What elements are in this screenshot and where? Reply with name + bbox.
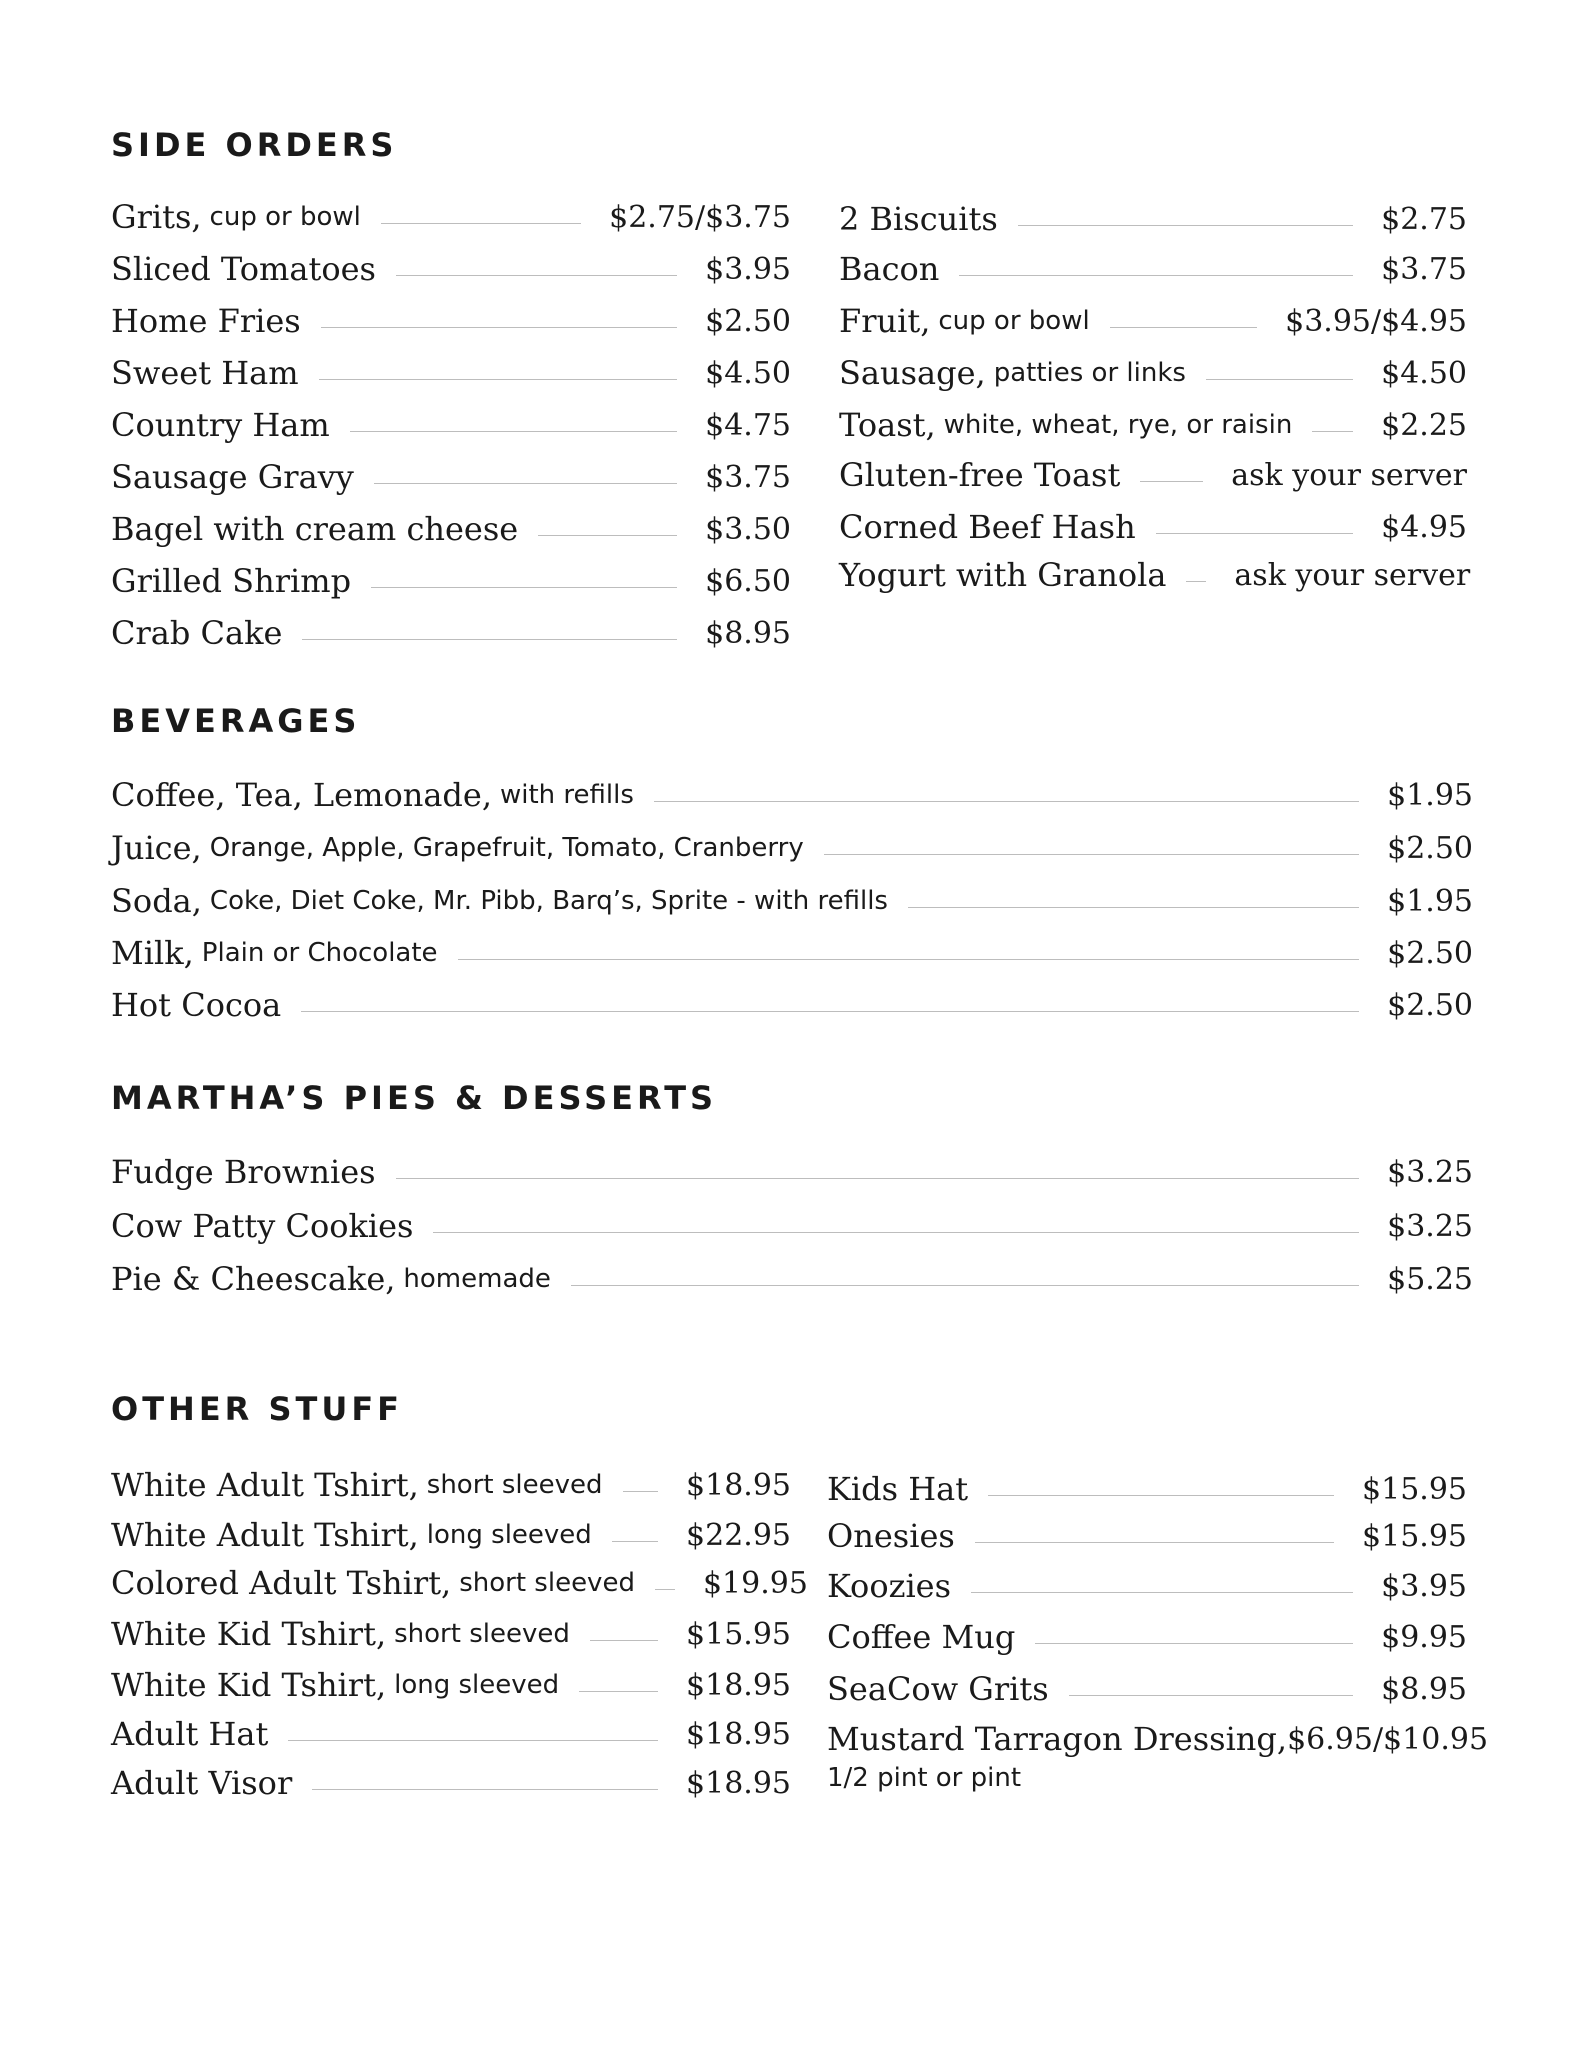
item-price: $1.95: [1387, 777, 1473, 813]
item-price: $3.75: [1381, 251, 1467, 287]
item-note: long sleeved: [394, 1670, 560, 1700]
dotted-leader: [1312, 431, 1353, 432]
dotted-leader: [1018, 225, 1353, 226]
item-price: $18.95: [686, 1765, 791, 1801]
dotted-leader: [302, 639, 677, 640]
menu-item: [839, 351, 1467, 395]
dotted-leader: [590, 1640, 658, 1641]
item-price: $4.50: [1381, 355, 1467, 391]
item-price: $3.95: [1381, 1568, 1467, 1604]
item-name: White Kid Tshirt,: [111, 1615, 387, 1653]
dotted-leader: [301, 1011, 1359, 1012]
item-name: Crab Cake: [111, 614, 283, 652]
menu-item: [111, 1150, 1473, 1194]
menu-item: [839, 247, 1467, 291]
item-price: $2.75/$3.75: [609, 199, 791, 235]
dotted-leader: [1206, 379, 1353, 380]
item-name: Pie & Cheescake,: [111, 1260, 396, 1298]
item-price: $4.50: [705, 355, 791, 391]
item-price: $3.25: [1387, 1208, 1473, 1244]
item-price: $18.95: [686, 1716, 791, 1752]
menu-item: [839, 197, 1467, 241]
item-name: Corned Beef Hash: [839, 508, 1136, 546]
menu-item: [111, 1204, 1473, 1248]
menu-item: [111, 403, 791, 447]
menu-item: [111, 931, 1473, 975]
section-heading-side-orders: SIDE ORDERS: [111, 126, 398, 164]
dotted-leader: [371, 587, 677, 588]
item-price: $2.50: [705, 303, 791, 339]
item-name: Milk,: [111, 934, 194, 972]
item-name: Soda,: [111, 882, 202, 920]
menu-item: [839, 553, 1471, 597]
dotted-leader: [319, 379, 678, 380]
item-note: with refills: [500, 780, 634, 810]
item-price: $19.95: [702, 1565, 808, 1601]
dotted-leader: [971, 1592, 1353, 1593]
item-name: Kids Hat: [827, 1470, 969, 1508]
item-price: $18.95: [686, 1467, 791, 1503]
menu-item: [111, 879, 1473, 923]
item-price: $3.95: [705, 251, 791, 287]
item-price: $3.25: [1387, 1154, 1473, 1190]
item-price: $8.95: [1381, 1671, 1467, 1707]
section-heading-beverages: BEVERAGES: [111, 702, 361, 740]
menu-item: [111, 195, 791, 239]
item-price: $5.25: [1387, 1261, 1473, 1297]
item-price: ask your server: [1231, 457, 1467, 493]
item-name: Coffee, Tea, Lemonade,: [111, 776, 492, 814]
dotted-leader: [1156, 533, 1353, 534]
dotted-leader: [654, 801, 1359, 802]
menu-item: [111, 1663, 791, 1707]
item-note: short sleeved: [426, 1470, 603, 1500]
item-note: cup or bowl: [209, 202, 361, 232]
dotted-leader: [655, 1589, 675, 1590]
item-name: White Kid Tshirt,: [111, 1666, 387, 1704]
item-name: Onesies: [827, 1517, 955, 1555]
menu-item: [827, 1717, 1489, 1761]
dotted-leader: [288, 1740, 658, 1741]
item-name: SeaCow Grits: [827, 1670, 1049, 1708]
menu-item: [111, 299, 791, 343]
item-note: white, wheat, rye, or raisin: [943, 410, 1293, 440]
menu-item: [827, 1564, 1467, 1608]
item-name: Fruit,: [839, 302, 931, 340]
item-price: $4.95: [1381, 509, 1467, 545]
item-name: Colored Adult Tshirt,: [111, 1564, 452, 1602]
item-note: short sleeved: [394, 1619, 570, 1649]
item-name: Sweet Ham: [111, 354, 299, 392]
menu-item: [839, 299, 1467, 343]
item-name: Toast,: [839, 406, 936, 444]
item-note: patties or links: [993, 358, 1186, 388]
dotted-leader: [350, 431, 677, 432]
dotted-leader: [975, 1542, 1334, 1543]
item-price: $4.75: [705, 407, 791, 443]
menu-item: [827, 1514, 1467, 1558]
menu-item: [111, 1463, 791, 1507]
dotted-leader: [374, 483, 677, 484]
menu-item: [111, 1612, 791, 1656]
dotted-leader: [579, 1691, 658, 1692]
item-name: Adult Visor: [111, 1764, 293, 1802]
item-note: homemade: [403, 1264, 551, 1294]
menu-item: [839, 403, 1467, 447]
item-name: Yogurt with Granola: [839, 556, 1167, 594]
menu-item: [111, 611, 791, 655]
menu-item: [111, 826, 1473, 870]
dotted-leader: [959, 275, 1353, 276]
section-heading-desserts: MARTHA’S PIES & DESSERTS: [111, 1079, 718, 1117]
item-price: $6.50: [705, 563, 791, 599]
dotted-leader: [396, 275, 677, 276]
item-name: Adult Hat: [111, 1715, 269, 1753]
dotted-leader: [988, 1495, 1334, 1496]
menu-item: [111, 983, 1473, 1027]
item-name: Mustard Tarragon Dressing,: [827, 1720, 1288, 1758]
item-name: Sausage Gravy: [111, 458, 354, 496]
dotted-leader: [538, 535, 677, 536]
menu-item: [111, 1561, 808, 1605]
menu-item: [827, 1467, 1467, 1511]
item-subnote: 1/2 pint or pint: [827, 1763, 1022, 1793]
item-note: cup or bowl: [938, 306, 1090, 336]
item-name: Bagel with cream cheese: [111, 510, 519, 548]
item-price: $3.50: [705, 511, 791, 547]
item-price: $2.50: [1387, 830, 1473, 866]
menu-item: [111, 559, 791, 603]
dotted-leader: [612, 1541, 658, 1542]
menu-page: [111, 0, 1489, 2048]
item-price: $15.95: [1362, 1471, 1467, 1507]
item-name: Hot Cocoa: [111, 986, 282, 1024]
dotted-leader: [1110, 327, 1257, 328]
dotted-leader: [321, 327, 677, 328]
item-name: Koozies: [827, 1567, 952, 1605]
item-name: Cow Patty Cookies: [111, 1207, 414, 1245]
dotted-leader: [908, 907, 1359, 908]
item-price: $1.95: [1387, 883, 1473, 919]
item-name: Home Fries: [111, 302, 301, 340]
dotted-leader: [623, 1491, 659, 1492]
item-price: $3.95/$4.95: [1285, 303, 1467, 339]
item-name: Grilled Shrimp: [111, 562, 352, 600]
section-heading-other-stuff: OTHER STUFF: [111, 1390, 404, 1428]
menu-item: [111, 351, 791, 395]
item-price: $8.95: [705, 615, 791, 651]
item-name: Fudge Brownies: [111, 1153, 376, 1191]
item-name: White Adult Tshirt,: [111, 1516, 419, 1554]
menu-item: [827, 1615, 1467, 1659]
item-name: Gluten-free Toast: [839, 456, 1121, 494]
item-price: $18.95: [686, 1667, 791, 1703]
item-note: long sleeved: [426, 1520, 592, 1550]
item-name: Sliced Tomatoes: [111, 250, 376, 288]
item-name: Country Ham: [111, 406, 330, 444]
menu-item: [839, 505, 1467, 549]
item-price: $2.75: [1381, 201, 1467, 237]
dotted-leader: [1035, 1643, 1353, 1644]
dotted-leader: [396, 1178, 1360, 1179]
item-price: $15.95: [1362, 1518, 1467, 1554]
menu-item: [111, 455, 791, 499]
item-price: $2.50: [1387, 987, 1473, 1023]
menu-item: [111, 1513, 791, 1557]
menu-item: [111, 247, 791, 291]
item-price: $3.75: [705, 459, 791, 495]
menu-item: [839, 453, 1467, 497]
item-note: Plain or Chocolate: [201, 938, 438, 968]
dotted-leader: [824, 854, 1359, 855]
item-price: $15.95: [686, 1616, 791, 1652]
menu-item: [111, 773, 1473, 817]
menu-item: [111, 1712, 791, 1756]
item-name: Sausage,: [839, 354, 986, 392]
dotted-leader: [381, 223, 581, 224]
item-price: ask your server: [1234, 557, 1471, 593]
menu-item: [111, 507, 791, 551]
item-name: White Adult Tshirt,: [111, 1466, 419, 1504]
menu-item: [111, 1761, 791, 1805]
menu-item: [827, 1667, 1467, 1711]
item-price: $2.50: [1387, 935, 1473, 971]
dotted-leader: [571, 1285, 1359, 1286]
dotted-leader: [1069, 1695, 1353, 1696]
item-name: Bacon: [839, 250, 940, 288]
item-note: Coke, Diet Coke, Mr. Pibb, Barq’s, Sprite - with refills: [209, 886, 888, 916]
item-note: Orange, Apple, Grapefruit, Tomato, Cranberry: [209, 833, 804, 863]
item-price: $9.95: [1381, 1619, 1467, 1655]
item-price: $22.95: [686, 1517, 791, 1553]
dotted-leader: [1186, 581, 1206, 582]
item-name: Juice,: [111, 829, 202, 867]
dotted-leader: [312, 1789, 658, 1790]
item-price: $2.25: [1381, 407, 1467, 443]
dotted-leader: [458, 959, 1360, 960]
menu-item: [111, 1257, 1473, 1301]
item-price: $6.95/$10.95: [1287, 1721, 1489, 1757]
item-name: Grits,: [111, 198, 202, 236]
dotted-leader: [1140, 481, 1203, 482]
item-name: 2 Biscuits: [839, 200, 998, 238]
item-note: short sleeved: [459, 1568, 635, 1598]
dotted-leader: [433, 1232, 1359, 1233]
item-name: Coffee Mug: [827, 1618, 1016, 1656]
